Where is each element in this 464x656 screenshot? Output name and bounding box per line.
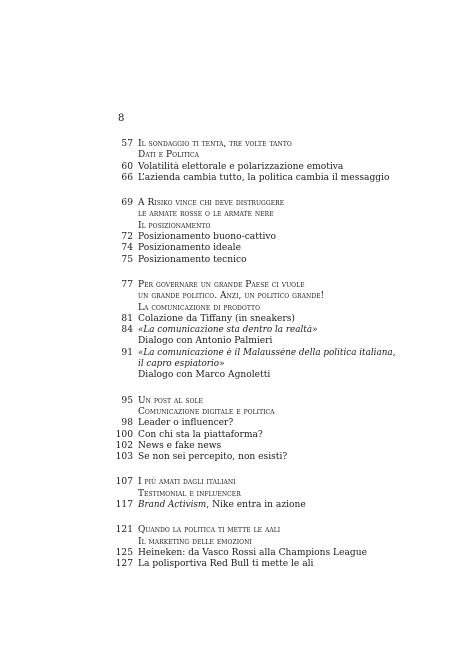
toc-entry-title: Leader o influencer? [138,418,234,429]
toc-page-number: 127 [115,559,133,570]
toc-entry-title: Con chi sta la piattaforma? [138,429,263,440]
toc-entry-title: Quando la politica ti mette le aali [138,525,281,536]
toc-page-number: 81 [121,313,133,324]
toc-entry-title: un grande politico. Anzi, un politico grande! [138,291,325,302]
toc-entry [108,336,408,347]
toc-entry-title: le armate rosse o le armate nere [138,209,274,220]
toc-page-number: 121 [115,525,133,536]
toc-page-number: 57 [121,139,133,149]
toc-chapter-heading [108,198,408,209]
toc-entry-title [138,500,408,511]
toc-entry [108,418,408,429]
toc-page-number: 102 [115,440,133,451]
toc-page-number: 98 [121,418,133,429]
toc-entry-title-rest: , Nike entra in azione [206,500,306,511]
toc-page-number: 84 [121,325,133,336]
toc-entry-title: Il posizionamento [138,220,211,231]
toc-entry-title: I più amati dagli italiani [138,477,236,488]
toc-entry-title: «La comunicazione sta dentro la realtà» [138,325,318,336]
toc-entry-title: il capro espiatorio» [138,359,225,370]
toc-entry [108,348,408,359]
toc-entry-title: Un post al sole [138,395,203,406]
toc-chapter-heading [108,150,408,161]
toc-chapter-heading [108,396,408,407]
toc-entry-title: L’azienda cambia tutto, la politica cambia il messaggio [138,172,390,183]
table-of-contents [108,139,408,585]
toc-entry-title: Dialogo con Antonio Palmieri [138,336,273,347]
toc-section [108,198,408,266]
toc-entry-title: Per governare un grande Paese ci vuole [138,279,305,290]
toc-chapter-heading [108,280,408,291]
toc-page-number: 69 [121,198,133,209]
toc-entry-title: «La comunicazione è il Malaussène della politica italiana, [138,347,396,358]
toc-page-number: 66 [121,172,133,183]
toc-chapter-heading [108,139,408,150]
toc-entry [108,173,408,184]
toc-page-number: 72 [121,232,133,243]
toc-entry-title: Il sondaggio ti tenta, tre volte tanto [138,139,292,149]
toc-entry-title: Volatilità elettorale e polarizzazione emotiva [138,161,344,172]
toc-entry [108,430,408,441]
toc-entry [108,243,408,254]
toc-entry-title: Il marketing delle emozioni [138,536,252,547]
toc-entry-title: Posizionamento ideale [138,243,241,254]
toc-section [108,139,408,184]
toc-entry [108,548,408,559]
toc-page-number: 75 [121,254,133,265]
toc-page-number: 103 [115,452,133,463]
toc-entry-title: La polisportiva Red Bull ti mette le ali [138,559,314,570]
toc-entry-title: A Risiko vince chi deve distruggere [138,198,285,209]
toc-page-number: 117 [115,500,133,511]
toc-chapter-heading [108,489,408,500]
toc-page-number: 95 [121,395,133,406]
toc-page-number: 74 [121,243,133,254]
toc-entry [108,359,408,370]
toc-entry-title: Dialogo con Marco Agnoletti [138,370,271,381]
toc-entry [108,370,408,381]
toc-chapter-heading [108,209,408,220]
toc-entry [108,500,408,511]
toc-entry-title: Comunicazione digitale e politica [138,406,275,417]
toc-chapter-heading [108,537,408,548]
toc-chapter-heading [108,525,408,536]
toc-entry-title: Posizionamento tecnico [138,254,247,265]
toc-entry-title-italic: Brand Activism [138,500,207,511]
toc-entry [108,314,408,325]
toc-section [108,396,408,464]
toc-chapter-heading [108,303,408,314]
toc-chapter-heading [108,477,408,488]
toc-entry-title: La comunicazione di prodotto [138,302,261,313]
toc-entry [108,559,408,570]
toc-page-number: 91 [121,347,133,358]
toc-entry [108,255,408,266]
toc-section [108,477,408,511]
toc-entry-title: Posizionamento buono-cattivo [138,232,277,243]
toc-section [108,525,408,570]
toc-section [108,280,408,382]
toc-page-number: 100 [115,429,133,440]
toc-page-number: 77 [121,279,133,290]
toc-entry-title: Dati e Politica [138,150,200,161]
toc-page-number: 125 [115,547,133,558]
page-number: 8 [118,113,125,124]
toc-entry [108,452,408,463]
toc-entry [108,441,408,452]
toc-chapter-heading [108,221,408,232]
toc-entry [108,232,408,243]
toc-chapter-heading [108,291,408,302]
toc-entry-title: Heineken: da Vasco Rossi alla Champions League [138,547,367,558]
toc-entry-title: Se non sei percepito, non esisti? [138,452,288,463]
toc-entry [108,162,408,173]
toc-entry-title: News e fake news [138,440,222,451]
toc-page-number: 107 [115,477,133,488]
toc-page-number: 60 [121,161,133,172]
toc-entry [108,325,408,336]
toc-chapter-heading [108,407,408,418]
toc-entry-title: Testimonial e influencer [138,488,241,499]
toc-entry-title: Colazione da Tiffany (in sneakers) [138,313,295,324]
